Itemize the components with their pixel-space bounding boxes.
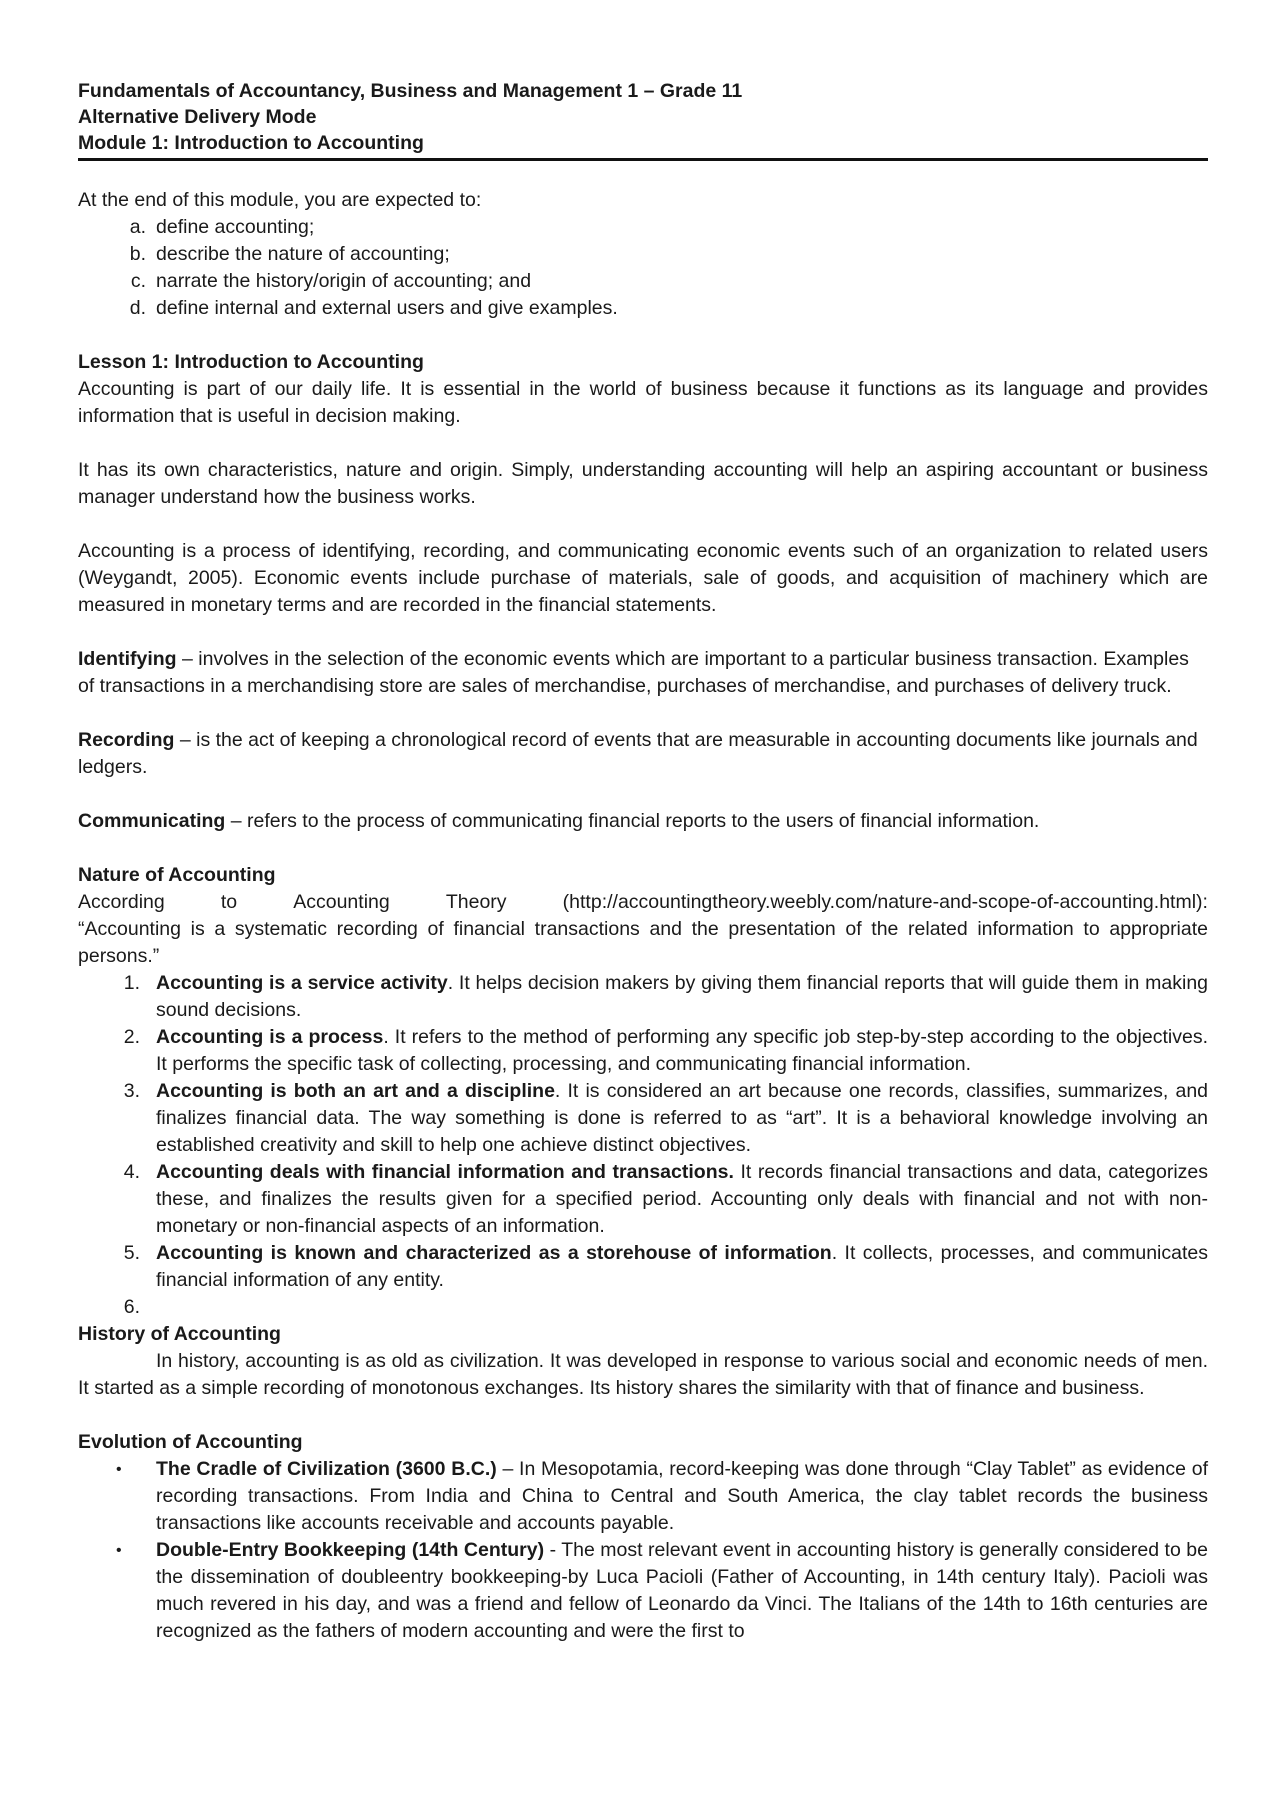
header-divider — [78, 158, 1208, 161]
lesson-paragraph-1: Accounting is part of our daily life. It is essential in the world of business because it functions as its language and provides information that is useful in decision making. — [78, 378, 1208, 427]
lesson-heading: Lesson 1: Introduction to Accounting — [78, 351, 424, 373]
list-item: • Double-Entry Bookkeeping (14th Century) - The most relevant event in accounting history is generally considered to be the dissemination of doubleentry bookkeeping-by Luca Pacioli (Father of Accounting, in 14th century Italy). Pacioli was much revered in his day, and was a friend and fellow of Leonardo da Vinci. The Italians of the 14th to 16th centuries are recognized as the fathers of modern accounting and were the first to — [116, 1539, 1208, 1642]
list-item: 1. Accounting is a service activity. It helps decision makers by giving them financial reports that will guide them in making sound decisions. — [78, 970, 1208, 1024]
lesson-paragraph-2: It has its own characteristics, nature and origin. Simply, understanding accounting will help an aspiring accountant or business manager understand how the business works. — [78, 459, 1208, 508]
nature-heading: Nature of Accounting — [78, 864, 276, 886]
history-paragraph: In history, accounting is as old as civilization. It was developed in response to various social and economic needs of men. It started as a simple recording of monotonous exchanges. Its history shares the similarity with that of finance and business. — [78, 1350, 1208, 1399]
term-communicating: Communicating — [78, 810, 226, 832]
communicating-paragraph — [78, 808, 1208, 835]
objectives-list — [78, 214, 1208, 322]
list-item-text: describe the nature of accounting; — [156, 243, 450, 265]
nature-intro — [78, 889, 1208, 916]
list-item: 2. Accounting is a process. It refers to the method of performing any specific job step-by-step according to the objectives. It performs the specific task of collecting, processing, and communicating financial information. — [78, 1024, 1208, 1078]
list-item-text: define internal and external users and give examples. — [156, 297, 618, 319]
list-item — [78, 1294, 1208, 1321]
term-definition: – involves in the selection of the economic events which are important to a particular business transaction. Examples of transactions in a merchandising store are sales of merchandise, purchases of merchandise, and purchases of delivery truck. — [78, 648, 1189, 697]
nature-list — [78, 970, 1208, 1321]
source-url: (http://accountingtheory.weebly.com/nature-and-scope-of-accounting.html): — [562, 891, 1208, 913]
document-page — [78, 78, 1208, 1645]
lesson-paragraph-3: Accounting is a process of identifying, recording, and communicating economic events such of an organization to related users (Weygandt, 2005). Economic events include purchase of materials, sale of goods, and acquisition of machinery which are measured in monetary terms and are recorded in the financial statements. — [78, 540, 1208, 616]
delivery-mode: Alternative Delivery Mode — [78, 106, 317, 128]
list-item-text: define accounting; — [156, 216, 315, 238]
intro-word: According — [78, 891, 165, 913]
list-marker: d. — [129, 297, 146, 319]
list-marker: c. — [130, 270, 146, 292]
list-marker: 2. — [123, 1026, 140, 1048]
list-marker: 3. — [123, 1080, 140, 1102]
intro-word: Theory — [445, 891, 507, 913]
list-item — [78, 214, 1208, 241]
bullet-icon: • — [116, 1461, 122, 1478]
nature-quote: “Accounting is a systematic recording of financial transactions and the presentation of the related information to appropriate persons.” — [78, 918, 1208, 967]
list-marker: a. — [129, 216, 146, 238]
list-item — [78, 241, 1208, 268]
module-title: Module 1: Introduction to Accounting — [78, 132, 424, 154]
list-marker: 5. — [123, 1242, 140, 1264]
list-item — [78, 268, 1208, 295]
list-item: • The Cradle of Civilization (3600 B.C.) – In Mesopotamia, record-keeping was done through “Clay Tablet” as evidence of recording transactions. From India and China to Central and South America, the clay tablet records the business transactions like accounts receivable and accounts payable. — [116, 1458, 1208, 1534]
list-marker: 4. — [123, 1161, 140, 1183]
history-heading: History of Accounting — [78, 1323, 281, 1345]
list-item — [78, 295, 1208, 322]
bullet-icon: • — [116, 1542, 122, 1559]
term-definition: – refers to the process of communicating financial reports to the users of financial information. — [225, 810, 1040, 832]
list-item-text: narrate the history/origin of accounting; and — [156, 270, 532, 292]
list-marker: b. — [129, 243, 146, 265]
list-item: 3. Accounting is both an art and a discipline. It is considered an art because one records, classifies, summarizes, and finalizes financial data. The way something is done is referred to as “art”. It is a behavioral knowledge involving an established creativity and skill to help one achieve distinct objectives. — [78, 1078, 1208, 1159]
document-header — [78, 78, 1208, 161]
list-marker: 6. — [123, 1296, 140, 1318]
term-recording: Recording — [78, 729, 175, 751]
recording-paragraph — [78, 727, 1208, 781]
term-definition: – is the act of keeping a chronological record of events that are measurable in accounting documents like journals and ledgers. — [78, 729, 1198, 778]
objectives-intro: At the end of this module, you are expected to: — [78, 189, 482, 211]
term-identifying: Identifying — [78, 648, 177, 670]
list-item: 5. Accounting is known and characterized as a storehouse of information. It collects, processes, and communicates financial information of any entity. — [78, 1240, 1208, 1294]
list-item: 4. Accounting deals with financial information and transactions. It records financial transactions and data, categorizes these, and finalizes the results given for a specified period. Accounting only deals with financial and not with non-monetary or non-financial aspects of an information. — [78, 1159, 1208, 1240]
intro-word: Accounting — [293, 891, 390, 913]
evolution-heading: Evolution of Accounting — [78, 1431, 303, 1453]
intro-word: to — [220, 891, 238, 913]
identifying-paragraph — [78, 646, 1208, 700]
list-marker: 1. — [123, 972, 140, 994]
evolution-list — [78, 1456, 1208, 1645]
course-title: Fundamentals of Accountancy, Business and Management 1 – Grade 11 — [78, 80, 743, 102]
